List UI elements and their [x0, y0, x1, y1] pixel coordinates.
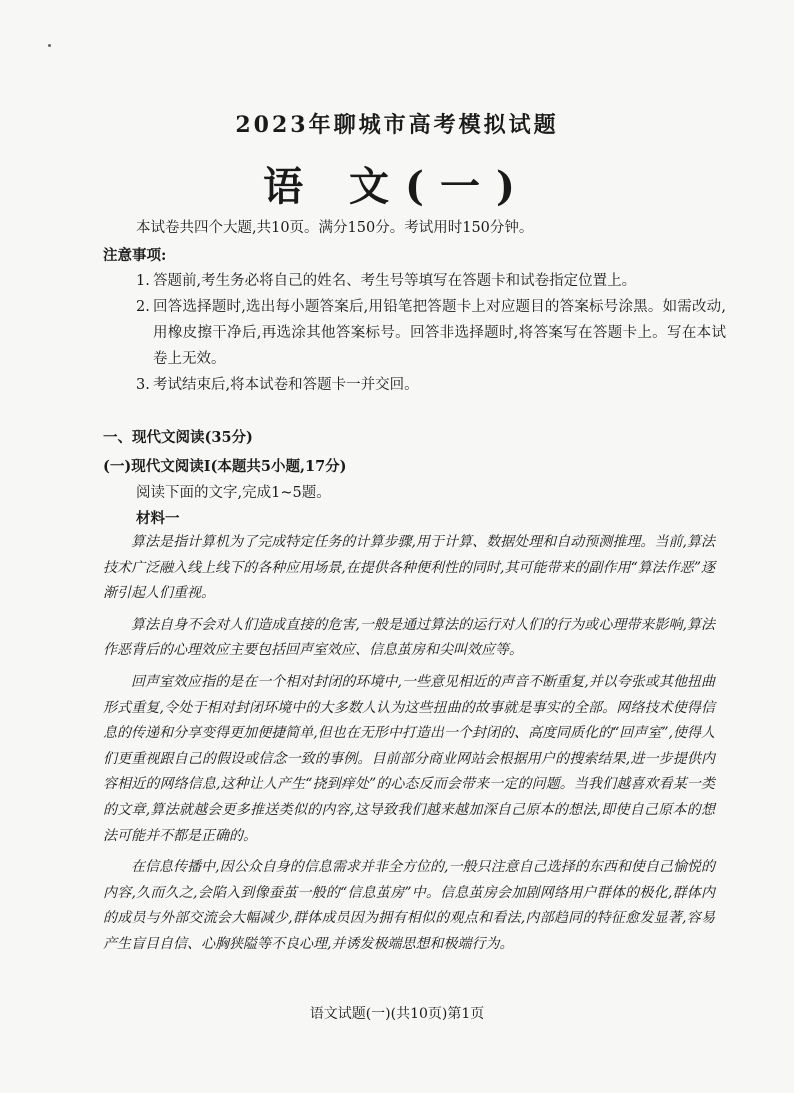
- material-body: [103, 530, 715, 964]
- scan-speck: [48, 44, 51, 47]
- page-footer: 语文试题(一)(共10页)第1页: [309, 1006, 485, 1022]
- subject-title: 语 文(一): [263, 163, 531, 210]
- note-text: 考试结束后,将本试卷和答题卡一并交回。: [153, 377, 419, 393]
- note-item: [136, 294, 726, 372]
- paragraph: 回声室效应指的是在一个相对封闭的环境中,一些意见相近的声音不断重复,并以夸张或其他扭曲形式重复,令处于相对封闭环境中的大多数人认为这些扭曲的故事就是事实的全部。网络技术使得信息的传递和分享变得更加便捷简单,但也在无形中打造出一个封闭的、高度同质化的“回声室”,使得人们更重视跟自己的假设或信念一致的事例。目前部分商业网站会根据用户的搜索结果,进一步提供内容相近的网络信息,这种让人产生“挠到痒处”的心态反而会带来一定的问题。当我们越喜欢看某一类的文章,算法就越会更多推送类似的内容,这导致我们越来越加深自己原本的想法,即使自己原本的想法可能并不都是正确的。: [103, 673, 715, 844]
- reading-instruction: 阅读下面的文字,完成1~5题。: [136, 485, 331, 501]
- notes-list: [136, 268, 726, 398]
- note-item: [136, 268, 726, 294]
- note-item: [136, 372, 726, 398]
- paragraph: 算法自身不会对人们造成直接的危害,一般是通过算法的运行对人们的行为或心理带来影响,算法作恶背后的心理效应主要包括回声室效应、信息茧房和尖叫效应等。: [103, 616, 715, 659]
- paragraph: 在信息传播中,因公众自身的信息需求并非全方位的,一般只注意自己选择的东西和使自己愉悦的内容,久而久之,会陷入到像蚕茧一般的“信息茧房”中。信息茧房会加剧网络用户群体的极化,群体内的成员与外部交流会大幅减少,群体成员因为拥有相似的观点和看法,内部趋同的特征愈发显著,容易产生盲目自信、心胸狭隘等不良心理,并诱发极端思想和极端行为。: [103, 859, 715, 952]
- exam-intro: 本试卷共四个大题,共10页。满分150分。考试用时150分钟。: [136, 220, 534, 236]
- subsection-heading: (一)现代文阅读Ⅰ(本题共5小题,17分): [103, 458, 347, 475]
- notes-title: 注意事项:: [103, 247, 167, 264]
- note-text: 回答选择题时,选出每小题答案后,用铅笔把答题卡上对应题目的答案标号涂黑。如需改动,用橡皮擦干净后,再选涂其他答案标号。回答非选择题时,将答案写在答题卡上。写在本试卷上无效。: [153, 299, 726, 367]
- note-text: 答题前,考生务必将自己的姓名、考生号等填写在答题卡和试卷指定位置上。: [153, 273, 637, 289]
- note-number: 3.: [136, 377, 150, 393]
- exam-title: 2023年聊城市高考模拟试题: [235, 112, 559, 138]
- section-heading: 一、现代文阅读(35分): [103, 429, 253, 446]
- paragraph: 算法是指计算机为了完成特定任务的计算步骤,用于计算、数据处理和自动预测推理。当前,算法技术广泛融入线上线下的各种应用场景,在提供各种便利性的同时,其可能带来的副作用“算法作恶”逐渐引起人们重视。: [103, 534, 715, 602]
- material-label: 材料一: [136, 510, 180, 527]
- note-number: 2.: [136, 299, 150, 315]
- note-number: 1.: [136, 273, 150, 289]
